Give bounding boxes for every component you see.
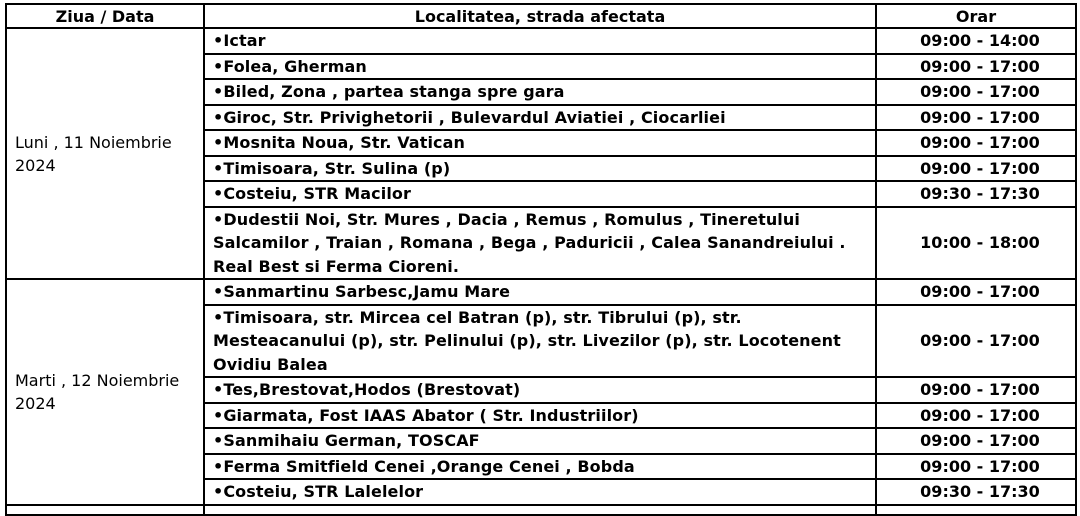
location-cell: •Sanmartinu Sarbesc,Jamu Mare [204,279,876,305]
location-cell: •Sanmihaiu German, TOSCAF [204,428,876,454]
time-cell: 09:00 - 17:00 [876,105,1076,131]
time-cell: 09:00 - 17:00 [876,305,1076,378]
location-cell: •Ictar [204,28,876,54]
time-cell: 09:00 - 17:00 [876,156,1076,182]
header-day: Ziua / Data [6,4,204,28]
time-cell: 10:00 - 18:00 [876,207,1076,280]
header-location: Localitatea, strada afectata [204,4,876,28]
time-cell: 09:30 - 17:30 [876,479,1076,505]
header-row [6,4,1076,28]
location-cell: •Dudestii Noi, Str. Mures , Dacia , Remus , Romulus , Tineretului Salcamilor , Traian , Romana , Bega , Paduricii , Calea Sanandreiului . Real Best si Ferma Cioreni. [204,207,876,280]
location-cell: •Tes,Brestovat,Hodos (Brestovat) [204,377,876,403]
location-cell: •Costeiu, STR Macilor [204,181,876,207]
day-cell: Marti , 12 Noiembrie 2024 [6,279,204,505]
location-cell: •Folea, Gherman [204,54,876,80]
location-cell: •Timisoara, Str. Sulina (p) [204,156,876,182]
time-cell: 09:00 - 17:00 [876,130,1076,156]
table-row [6,28,1076,54]
time-cell: 09:00 - 17:00 [876,377,1076,403]
table-row [6,279,1076,305]
location-cell: •Mosnita Noua, Str. Vatican [204,130,876,156]
time-cell: 09:30 - 17:30 [876,181,1076,207]
location-cell: •Costeiu, STR Lalelelor [204,479,876,505]
day-cell: Luni , 11 Noiembrie 2024 [6,28,204,279]
location-cell: •Giroc, Str. Privighetorii , Bulevardul Aviatiei , Ciocarliei [204,105,876,131]
header-schedule: Orar [876,4,1076,28]
location-cell [204,505,876,515]
location-cell: •Timisoara, str. Mircea cel Batran (p), str. Tibrului (p), str. Mesteacanului (p), str. Pelinului (p), str. Livezilor (p), str. Locotenent Ovidiu Balea [204,305,876,378]
time-cell: 09:00 - 17:00 [876,454,1076,480]
time-cell: 09:00 - 17:00 [876,54,1076,80]
day-cell [6,505,204,515]
outage-schedule-table [5,3,1077,516]
location-cell: •Ferma Smitfield Cenei ,Orange Cenei , Bobda [204,454,876,480]
time-cell: 09:00 - 17:00 [876,403,1076,429]
time-cell: 09:00 - 17:00 [876,279,1076,305]
time-cell: 09:00 - 17:00 [876,79,1076,105]
time-cell [876,505,1076,515]
location-cell: •Giarmata, Fost IAAS Abator ( Str. Industriilor) [204,403,876,429]
table-row-cutoff [6,505,1076,515]
time-cell: 09:00 - 17:00 [876,428,1076,454]
location-cell: •Biled, Zona , partea stanga spre gara [204,79,876,105]
time-cell: 09:00 - 14:00 [876,28,1076,54]
